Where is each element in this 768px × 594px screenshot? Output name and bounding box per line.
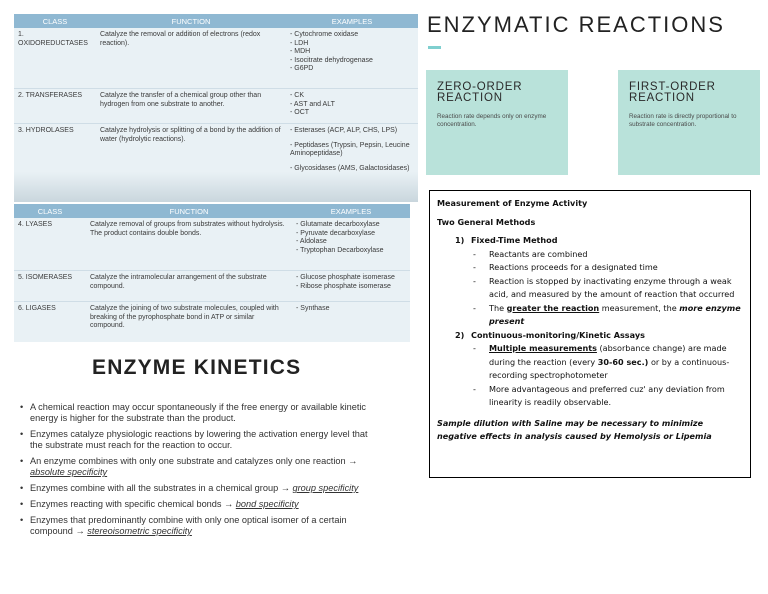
class-name: 1. OXIDOREDUCTASES: [18, 31, 88, 47]
measurement-subtitle: Two General Methods: [437, 216, 536, 227]
example-item: - CK: [290, 92, 414, 101]
specificity-term: bond specificity: [235, 499, 299, 509]
bullet-text: Enzymes that predominantly combine with only one optical isomer of a certain compound →: [30, 515, 347, 536]
list-item: [489, 342, 743, 383]
card-title-line-1: ZERO-ORDER: [437, 81, 523, 93]
bullet-text: Enzymes reacting with specific chemical bonds →: [30, 499, 234, 509]
first-order-card: [618, 70, 760, 175]
text: (absorbance change) are made during the reaction (every: [489, 343, 727, 367]
class-examples: [292, 302, 410, 342]
card-description: Reaction rate depends only on enzyme concentration.: [437, 113, 547, 128]
method-title: Continuous-monitoring/Kinetic Assays: [471, 329, 645, 340]
emphasis: greater the reaction: [506, 302, 600, 313]
class-examples: [286, 89, 418, 123]
card-title-line-2: REACTION: [629, 92, 695, 104]
table-row: [14, 271, 410, 302]
header-examples: EXAMPLES: [330, 206, 372, 216]
table-row: [14, 302, 410, 342]
bullet-text: Enzymes combine with all the substrates in a chemical group →: [30, 483, 290, 493]
reactions-title: ENZYMATIC REACTIONS: [427, 12, 725, 37]
emphasis: 30-60 sec.): [597, 356, 649, 367]
example-item: - Ribose phosphate isomerase: [296, 283, 406, 292]
class-name: 2. TRANSFERASES: [18, 92, 83, 99]
zero-order-card: [426, 70, 568, 175]
card-title-line-1: FIRST-ORDER: [629, 81, 716, 93]
example-item: - Synthase: [296, 305, 406, 314]
list-item: [18, 499, 370, 510]
class-name: 3. HYDROLASES: [18, 127, 74, 134]
example-item: - Glucose phosphate isomerase: [296, 274, 406, 283]
example-item: - Glutamate decarboxylase: [296, 221, 406, 230]
example-item: - Tryptophan Decarboxylase: [296, 247, 406, 256]
header-class: CLASS: [42, 16, 68, 26]
bullet-text: An enzyme combines with only one substrate and catalyzes only one reaction →: [30, 456, 358, 466]
class-function: Catalyze the intramolecular arrangement of the substrate compound.: [90, 274, 267, 290]
method-heading: [455, 329, 743, 343]
table-header: [14, 14, 418, 28]
method-steps: [489, 342, 743, 410]
class-examples: [292, 271, 410, 301]
bullet-text: Enzymes catalyze physiologic reactions by lowering the activation energy level that the substrate must reach for the reaction to occur.: [30, 429, 368, 450]
table-shadow: [14, 172, 418, 202]
dilution-note: Sample dilution with Saline may be necessary to minimize negative effects in analysis caused by Hemolysis or Lipemia: [437, 417, 712, 441]
header-function: FUNCTION: [171, 16, 211, 26]
table-row: [14, 28, 418, 89]
example-item: - Aldolase: [296, 238, 406, 247]
emphasis: Multiple measurements: [489, 343, 597, 353]
example-item: - Esterases (ACP, ALP, CHS, LPS): [290, 127, 414, 136]
class-examples: [292, 218, 410, 270]
header-examples: EXAMPLES: [331, 16, 373, 26]
list-item: [18, 429, 370, 451]
specificity-term: stereoisometric specificity: [87, 526, 192, 536]
example-item: - MDH: [290, 48, 414, 57]
kinetics-title: ENZYME KINETICS: [92, 356, 302, 379]
example-item: - Pyruvate decarboxylase: [296, 230, 406, 239]
method-number: 1): [455, 235, 465, 245]
card-title-line-2: REACTION: [437, 92, 503, 104]
list-item: [18, 515, 370, 537]
table-row: [14, 218, 410, 271]
example-item: - Glycosidases (AMS, Galactosidases): [290, 165, 414, 174]
enzyme-class-table-2: [14, 204, 410, 342]
class-function: Catalyze the joining of two substrate molecules, coupled with breaking of the pyrophosphate bond in ATP or similar compound.: [90, 305, 279, 330]
method-title: Fixed-Time Method: [471, 235, 558, 245]
text: The: [489, 302, 505, 313]
list-item: [18, 483, 370, 494]
example-item: - G6PD: [290, 65, 414, 74]
specificity-term: group specificity: [292, 483, 359, 493]
class-examples: [286, 28, 418, 88]
enzyme-class-table-1: [14, 14, 418, 202]
method-heading: [455, 234, 743, 248]
list-item: [489, 302, 743, 329]
kinetics-list: [18, 402, 370, 542]
class-function: Catalyze hydrolysis or splitting of a bond by the addition of water (hydrolytic reactions).: [100, 127, 281, 143]
header-function: FUNCTION: [169, 206, 209, 216]
class-name: 6. LIGASES: [18, 305, 56, 312]
example-item: - Isocitrate dehydrogenase: [290, 57, 414, 66]
list-item: - Reaction is stopped by inactivating enzyme through a weak acid, and measured by the amount of reaction that occurred: [489, 275, 743, 302]
table-row: [14, 89, 418, 124]
example-item: - LDH: [290, 40, 414, 49]
title-accent-bar: [428, 46, 441, 49]
table-header: [14, 204, 410, 218]
list-item: [18, 402, 370, 424]
specificity-term: absolute specificity: [30, 467, 108, 477]
measurement-title: Measurement of Enzyme Activity: [437, 198, 588, 208]
measurement-box: [429, 190, 751, 478]
example-item: - Peptidases (Trypsin, Pepsin, Leucine Aminopeptidase): [290, 142, 414, 159]
text: measurement, the: [601, 302, 677, 313]
header-class: CLASS: [37, 206, 63, 216]
method-steps: [489, 248, 743, 329]
list-item: [18, 456, 370, 478]
emphasis: more enzyme present: [489, 302, 741, 326]
card-description: Reaction rate is directly proportional to substrate concentration.: [629, 113, 737, 128]
class-name: 4. LYASES: [18, 221, 52, 228]
example-item: - Cytochrome oxidase: [290, 31, 414, 40]
class-function: Catalyze the removal or addition of electrons (redox reaction).: [100, 31, 261, 47]
class-function: Catalyze the transfer of a chemical group other than hydrogen from one substrate to another.: [100, 92, 262, 108]
class-function: Catalyze removal of groups from substrates without hydrolysis. The product contains double bonds.: [90, 221, 285, 237]
text: or by a continuous-recording spectrophotometer: [489, 356, 730, 380]
list-item: - More advantageous and preferred cuz' any deviation from linearity is readily observable.: [489, 383, 743, 410]
class-name: 5. ISOMERASES: [18, 274, 73, 281]
bullet-text: A chemical reaction may occur spontaneously if the free energy or available kinetic energy is higher for the substrate than the product.: [30, 402, 367, 423]
example-item: - AST and ALT: [290, 101, 414, 110]
example-item: - OCT: [290, 109, 414, 118]
list-item: - Reactions proceeds for a designated time: [489, 261, 743, 275]
list-item: - Reactants are combined: [489, 248, 743, 262]
method-number: 2): [455, 329, 465, 340]
